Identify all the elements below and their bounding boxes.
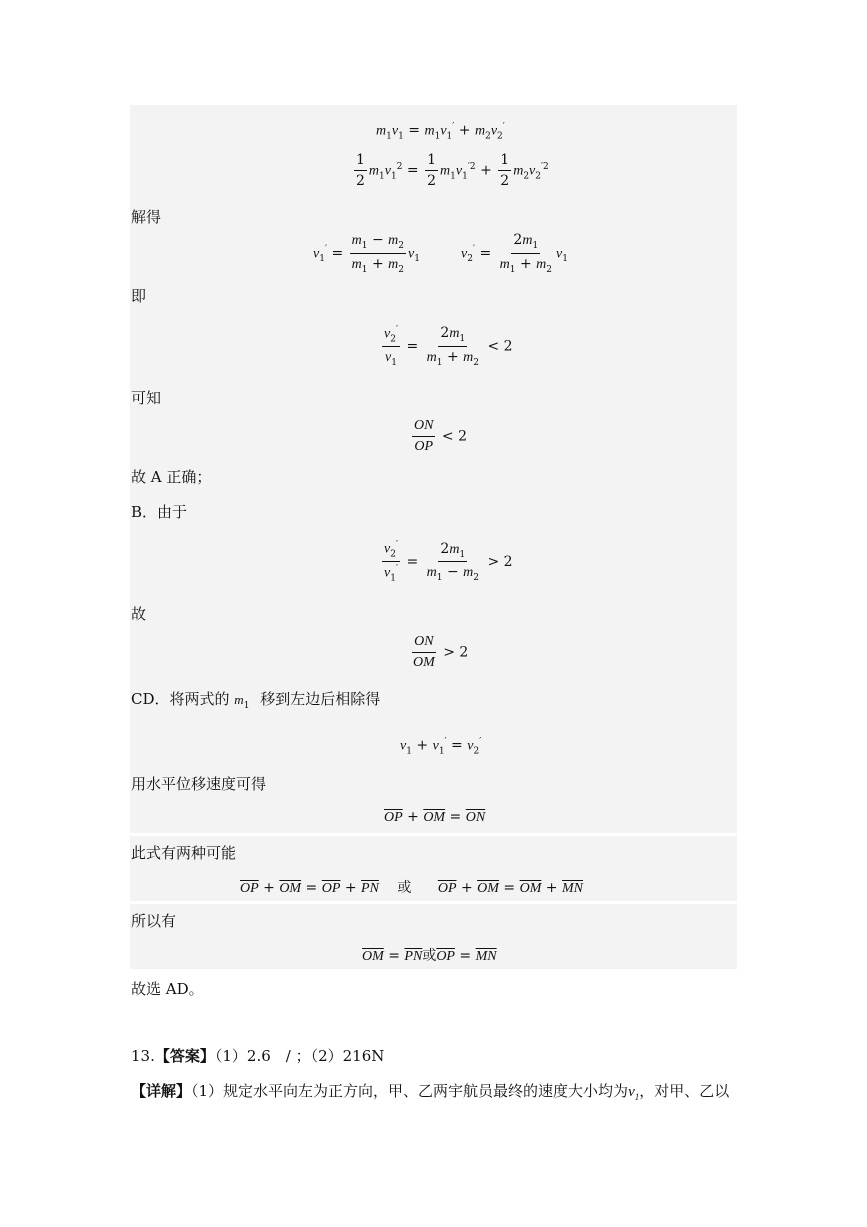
solution-panel (130, 105, 737, 833)
ratio-on-op: $\frac{ON}{OP}$ < 2 (414, 418, 467, 454)
q13-answer-line (131, 1045, 384, 1066)
label-gu: 故 (131, 605, 147, 623)
label-cd-prefix: CD．将两式的 (131, 690, 230, 708)
q13-detail-tail: ，对甲、乙以 (639, 1082, 730, 1100)
displacement-equation: $\overline{OP} + \overline{OM} = \overline{ON}$ (384, 809, 486, 825)
label-suoyi: 所以有 (131, 912, 177, 930)
ratio-on-om: $\frac{ON}{OM}$ > 2 (413, 634, 469, 670)
momentum-equation: $m_1v_1 = m_1v_1' + m_2v_2'$ (376, 122, 505, 142)
q13-detail-line (131, 1080, 729, 1102)
label-shuiping: 用水平位移速度可得 (131, 775, 267, 793)
label-ji: 即 (131, 287, 147, 305)
v1-prime-solution: $v_1'$ = $\frac{m_1 - m_2}{m_1 + m_2}$ $v_1$ (313, 232, 420, 275)
q13-answer-text: （1）2.6 / ；（2）216N (214, 1047, 385, 1065)
ratio-v2-v1-prime: $\frac{v_2'}{v_1'}$ = $\frac{2m_1}{m_1 - m_2}$ > 2 (384, 540, 513, 584)
label-huo2: 或 (422, 948, 437, 964)
label-liangzhong: 此式有两种可能 (131, 844, 237, 862)
q13-detail-text: （1）规定水平向左为正方向，甲、乙两宇航员最终的速度大小均为 (191, 1082, 629, 1100)
label-huo: 或 (397, 880, 412, 896)
velocity-sum-equation: $v_1 + v_1' = v_2'$ (400, 737, 482, 757)
label-jiede: 解得 (131, 208, 162, 226)
q13-detail-tag: 【详解】 (131, 1082, 192, 1100)
label-b-youyu: B．由于 (131, 503, 188, 521)
label-kezhi: 可知 (131, 389, 162, 407)
label-guxuan: 故选 AD。 (131, 980, 204, 998)
label-cd: CD．将两式的 $m_1$ 移到左边后相除得 (131, 690, 381, 711)
label-gu-a: 故 A 正确； (131, 468, 212, 486)
label-cd-suffix: 移到左边后相除得 (260, 690, 381, 708)
q13-detail-var: v (628, 1084, 635, 1100)
v2-prime-solution: $v_2'$ = $\frac{2m_1}{m_1 + m_2}$ $v_1$ (461, 232, 568, 275)
possibility-equations: $\overline{OP} + \overline{OM} = \overline{OP} + \overline{PN}$ 或 $\overline{OP} + \overline{OM} = \overline{OM} + \overline{MN}$ (240, 880, 583, 896)
q13-answer-tag: 【答案】 (154, 1047, 215, 1065)
ratio-v2-v1: $\frac{v_2'}{v_1}$ = $\frac{2m_1}{m_1 + m_2}$ < 2 (384, 325, 513, 369)
q13-number: 13. (131, 1047, 155, 1065)
energy-equation: $\frac{1}{2}$ $m_1v_1^2$ = $\frac{1}{2}$ $m_1v_1^{'2}$ + $\frac{1}{2}$ $m_2v_2^{'2}$ (356, 152, 549, 189)
conclusion-equation: $\overline{OM} = \overline{PN}$或$\overline{OP} = \overline{MN}$ (362, 948, 497, 964)
q13-detail-sub: 1 (634, 1092, 640, 1102)
